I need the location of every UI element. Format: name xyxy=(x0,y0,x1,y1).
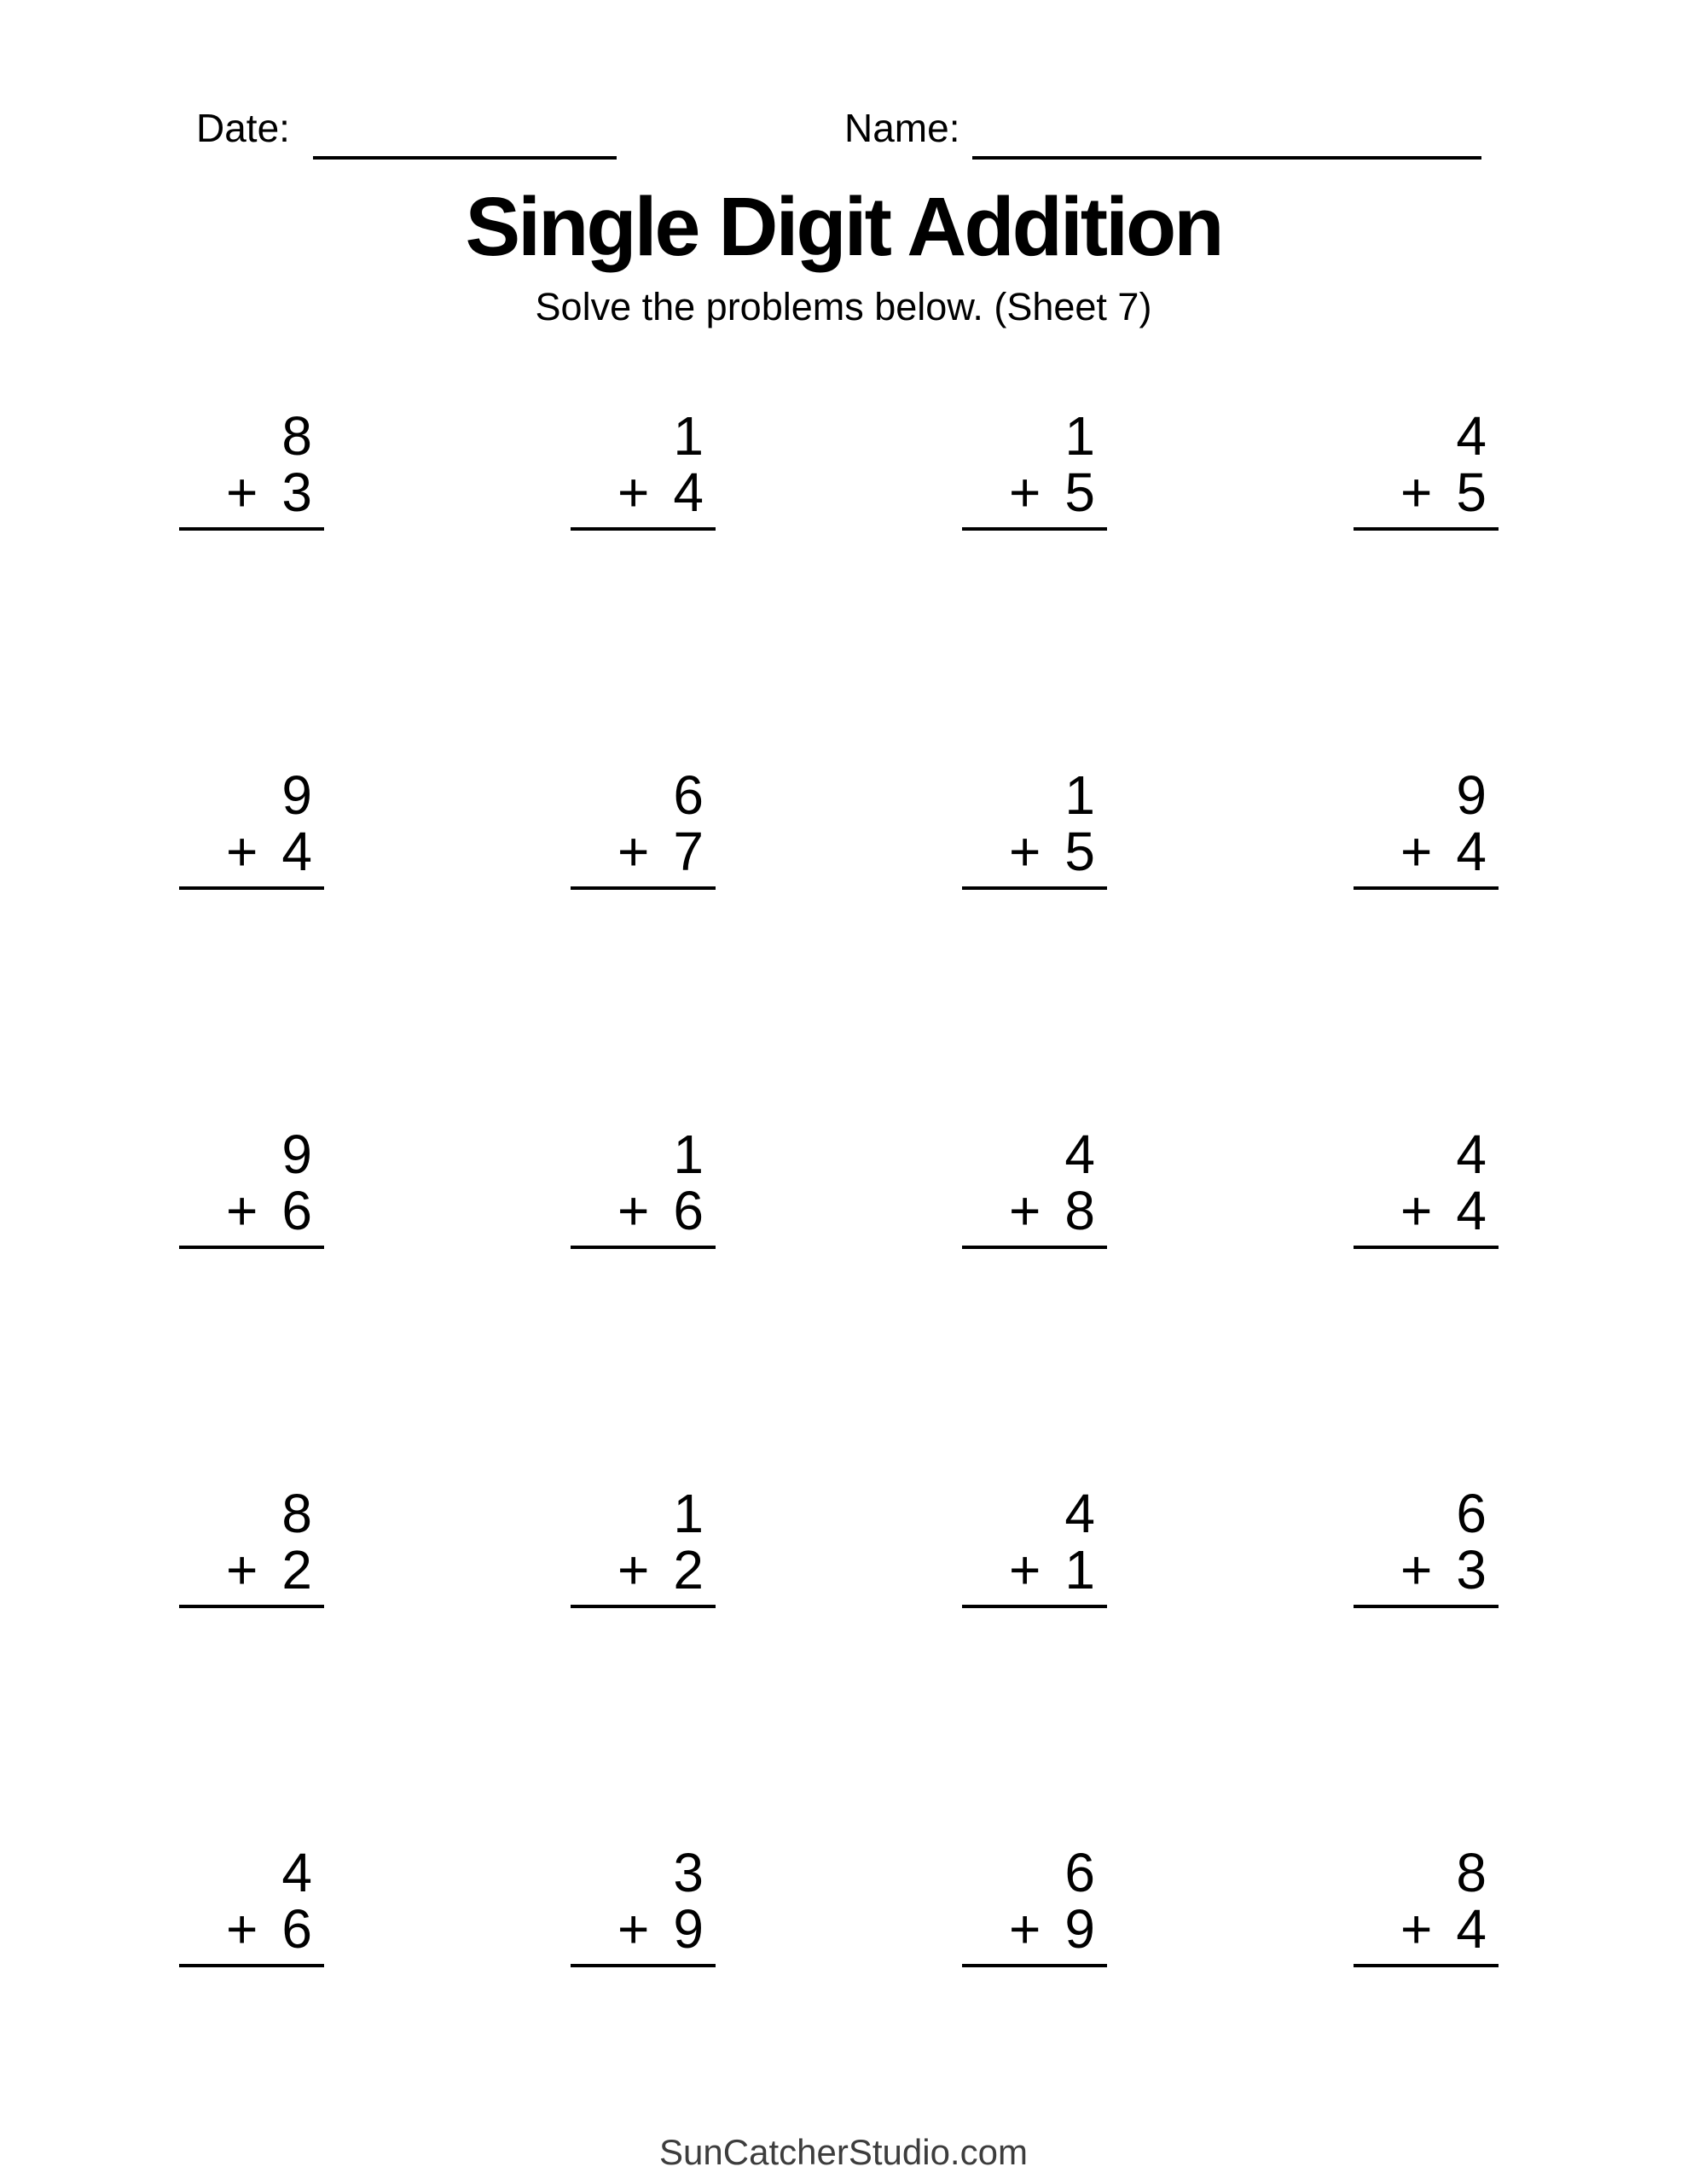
plus-operator: + xyxy=(1400,1539,1433,1600)
answer-line xyxy=(179,886,324,890)
answer-line xyxy=(962,1605,1107,1608)
date-blank-line xyxy=(313,156,617,160)
addend-bottom: 8 xyxy=(1064,1180,1095,1241)
addition-problem xyxy=(179,1844,324,1967)
addend-top: 4 xyxy=(1456,1124,1487,1185)
addition-problem xyxy=(1354,405,1499,531)
addend-top: 6 xyxy=(673,764,704,826)
plus-operator: + xyxy=(226,1180,258,1241)
addition-problem xyxy=(179,764,324,890)
addend-top: 1 xyxy=(673,1124,704,1185)
addend-bottom: 3 xyxy=(281,462,312,523)
answer-line xyxy=(179,1246,324,1249)
plus-operator: + xyxy=(617,462,650,523)
plus-operator: + xyxy=(617,821,650,882)
answer-line xyxy=(962,527,1107,531)
plus-operator: + xyxy=(1009,462,1041,523)
addition-problem xyxy=(571,1126,716,1249)
footer-site-credit: SunCatcherStudio.com xyxy=(659,2132,1028,2172)
plus-operator: + xyxy=(1400,1180,1433,1241)
addend-top: 1 xyxy=(1064,764,1095,826)
plus-operator: + xyxy=(226,1898,258,1960)
addend-bottom: 9 xyxy=(1064,1898,1095,1960)
addition-problem xyxy=(962,405,1107,531)
addition-problem xyxy=(571,764,716,890)
plus-operator: + xyxy=(226,821,258,882)
answer-line xyxy=(179,1964,324,1967)
addend-top: 9 xyxy=(281,1124,312,1185)
plus-operator: + xyxy=(1400,462,1433,523)
answer-line xyxy=(962,1246,1107,1249)
addend-bottom: 5 xyxy=(1456,462,1487,523)
plus-operator: + xyxy=(226,462,258,523)
addend-bottom: 4 xyxy=(281,821,312,882)
addend-top: 4 xyxy=(1064,1483,1095,1544)
addition-problem xyxy=(962,1126,1107,1249)
addend-top: 1 xyxy=(673,405,704,467)
plus-operator: + xyxy=(1400,821,1433,882)
answer-line xyxy=(962,1964,1107,1967)
addend-top: 8 xyxy=(281,1483,312,1544)
addend-bottom: 5 xyxy=(1064,462,1095,523)
addend-top: 1 xyxy=(673,1483,704,1544)
addend-bottom: 9 xyxy=(673,1898,704,1960)
addend-top: 1 xyxy=(1064,405,1095,467)
addition-problem xyxy=(1354,1844,1499,1967)
addend-top: 6 xyxy=(1456,1483,1487,1544)
answer-line xyxy=(1354,886,1499,890)
page-subtitle: Solve the problems below. (Sheet 7) xyxy=(535,285,1152,328)
addend-top: 4 xyxy=(281,1842,312,1903)
addend-top: 6 xyxy=(1064,1842,1095,1903)
addend-bottom: 2 xyxy=(673,1539,704,1600)
addend-bottom: 6 xyxy=(673,1180,704,1241)
addend-bottom: 4 xyxy=(1456,1898,1487,1960)
answer-line xyxy=(179,1605,324,1608)
name-blank-line xyxy=(972,156,1481,160)
problems-grid xyxy=(179,405,1499,1967)
answer-line xyxy=(1354,1605,1499,1608)
plus-operator: + xyxy=(1009,1539,1041,1600)
addend-top: 9 xyxy=(1456,764,1487,826)
addend-bottom: 4 xyxy=(1456,821,1487,882)
addend-bottom: 1 xyxy=(1064,1539,1095,1600)
answer-line xyxy=(571,1605,716,1608)
addend-top: 4 xyxy=(1064,1124,1095,1185)
addend-bottom: 6 xyxy=(281,1898,312,1960)
plus-operator: + xyxy=(226,1539,258,1600)
addition-problem xyxy=(179,1485,324,1608)
addend-bottom: 6 xyxy=(281,1180,312,1241)
addend-bottom: 4 xyxy=(673,462,704,523)
addition-problem xyxy=(179,405,324,531)
addend-top: 8 xyxy=(1456,1842,1487,1903)
addition-problem xyxy=(179,1126,324,1249)
addition-problem xyxy=(962,764,1107,890)
plus-operator: + xyxy=(1009,1898,1041,1960)
plus-operator: + xyxy=(1400,1898,1433,1960)
addend-top: 4 xyxy=(1456,405,1487,467)
date-label: Date: xyxy=(196,106,290,150)
addend-bottom: 4 xyxy=(1456,1180,1487,1241)
answer-line xyxy=(571,886,716,890)
plus-operator: + xyxy=(617,1898,650,1960)
addend-bottom: 5 xyxy=(1064,821,1095,882)
plus-operator: + xyxy=(1009,1180,1041,1241)
addition-problem xyxy=(571,1485,716,1608)
addend-bottom: 3 xyxy=(1456,1539,1487,1600)
answer-line xyxy=(1354,1964,1499,1967)
answer-line xyxy=(1354,527,1499,531)
answer-line xyxy=(571,1964,716,1967)
addition-problem xyxy=(962,1844,1107,1967)
answer-line xyxy=(179,527,324,531)
plus-operator: + xyxy=(617,1539,650,1600)
addition-problem xyxy=(1354,1126,1499,1249)
addition-problem xyxy=(962,1485,1107,1608)
addend-bottom: 7 xyxy=(673,821,704,882)
answer-line xyxy=(962,886,1107,890)
addend-top: 8 xyxy=(281,405,312,467)
plus-operator: + xyxy=(1009,821,1041,882)
addition-problem xyxy=(1354,764,1499,890)
addition-problem xyxy=(571,405,716,531)
addend-top: 9 xyxy=(281,764,312,826)
addition-problem xyxy=(571,1844,716,1967)
plus-operator: + xyxy=(617,1180,650,1241)
page-title: Single Digit Addition xyxy=(465,180,1222,273)
addend-bottom: 2 xyxy=(281,1539,312,1600)
answer-line xyxy=(571,1246,716,1249)
addend-top: 3 xyxy=(673,1842,704,1903)
addition-problem xyxy=(1354,1485,1499,1608)
answer-line xyxy=(571,527,716,531)
answer-line xyxy=(1354,1246,1499,1249)
name-label: Name: xyxy=(844,106,960,150)
